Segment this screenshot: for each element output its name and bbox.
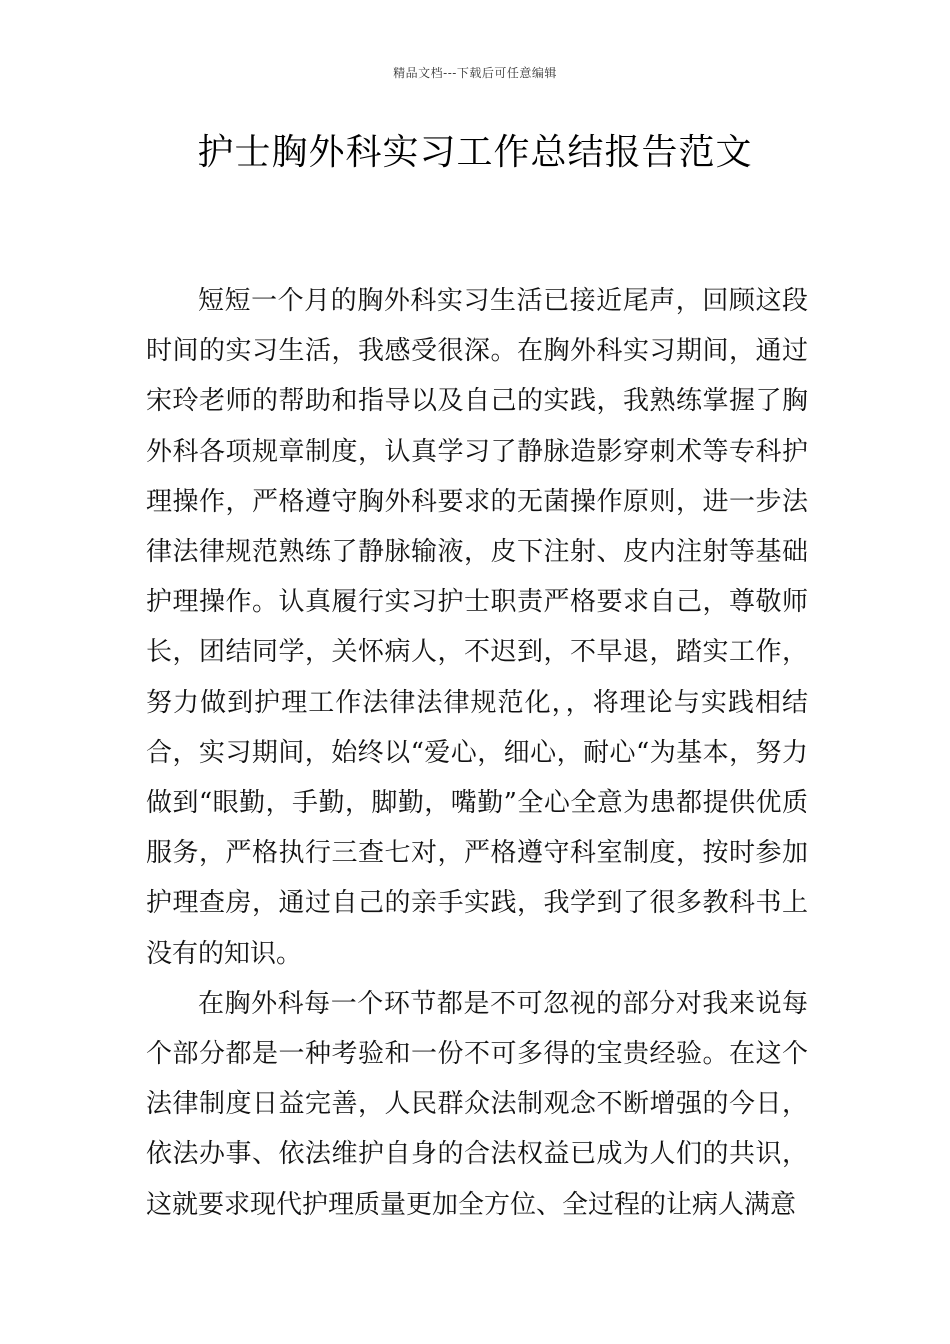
paragraph-1: 短短一个月的胸外科实习生活已接近尾声，回顾这段时间的实习生活，我感受很深。在胸外科实习期间，通过宋玲老师的帮助和指导以及自己的实践，我熟练掌握了胸外科各项规章制度，认真学习了静脉造影穿刺术等专科护理操作，严格遵守胸外科要求的无菌操作原则，进一步法律法律规范熟练了静脉输液，皮下注射、皮内注射等基础护理操作。认真履行实习护士职责严格要求自己，尊敬师长，团结同学，关怀病人，不迟到，不早退，踏实工作，努力做到护理工作法律法律规范化，，将理论与实践相结合，实习期间，始终以“爱心，细心，耐心“为基本，努力做到“眼勤，手勤，脚勤，嘴勤”全心全意为患都提供优质服务，严格执行三查七对，严格遵守科室制度，按时参加护理查房，通过自己的亲手实践，我学到了很多教科书上没有的知识。 (146, 286, 808, 969)
paragraph-2: 在胸外科每一个环节都是不可忽视的部分对我来说每个部分都是一种考验和一份不可多得的宝贵经验。在这个法律制度日益完善，人民群众法制观念不断增强的今日，依法办事、依法维护自身的合法权益已成为人们的共识，这就要求现代护理质量更加全方位、全过程的让病人满意 (146, 988, 808, 1220)
document-body (146, 276, 808, 1230)
document-title: 护士胸外科实习工作总结报告范文 (197, 132, 753, 173)
header-note: 精品文档---下载后可任意编辑 (393, 66, 557, 80)
